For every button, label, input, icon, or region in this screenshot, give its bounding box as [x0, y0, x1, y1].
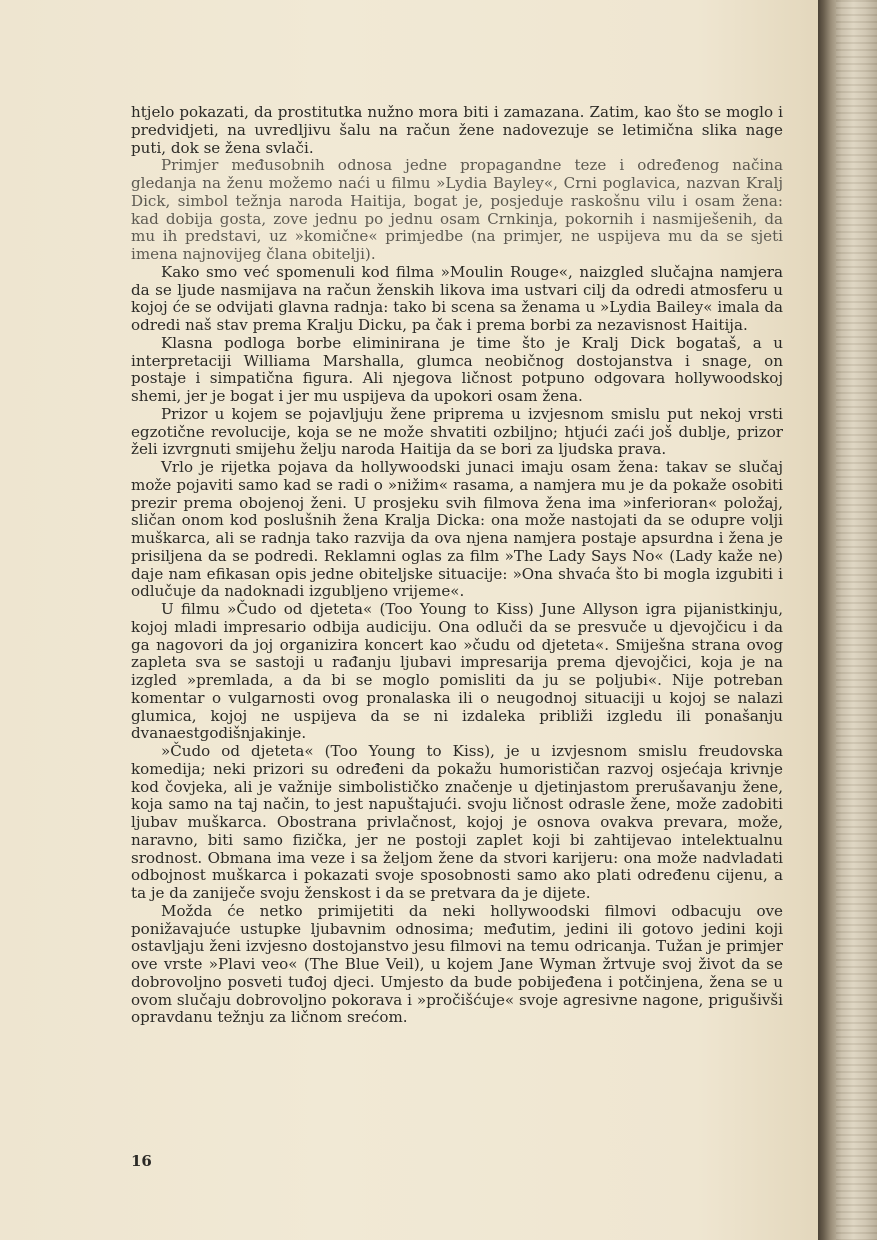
- paragraph: Možda će netko primijetiti da neki hollywoodski filmovi odbacuju ove ponižavajuće ustupke ljubavnim odnosima; međutim, jedini ili gotovo jedini koji ostavljaju ženi izvjesno dostojanstvo jesu filmovi na temu odricanja. Tužan je primjer ove vrste »Plavi veo« (The Blue Veil), u kojem Jane Wyman žrtvuje svoj život da se dobrovoljno posveti tuđoj djeci. Umjesto da bude pobijeđena i potčinjena, žena se u ovom slučaju dobrovoljno pokorava i »pročišćuje« svoje agresivne nagone, prigušivši opravdanu težnju za ličnom srećom.: [131, 901, 783, 1027]
- paragraph: Prizor u kojem se pojavljuju žene priprema u izvjesnom smislu put nekoj vrsti egzotične revolucije, koja se ne može shvatiti ozbiljno; htjući zaći još dublje, prizor želi izvrgnuti smijehu želju naroda Haitija da se bori za ljudska prava.: [131, 404, 783, 459]
- paragraph: U filmu »Čudo od djeteta« (Too Young to Kiss) June Allyson igra pijanistkinju, kojoj mladi impresario odbija audiciju. Ona odluči da se presvuče u djevojčicu i da ga nagovori da joj organizira koncert kao »čudu od djeteta«. Smiješna strana ovog zapleta sva se sastoji u rađanju ljubavi impresarija prema djevojčici, koja je na izgled »premlada, a da bi se moglo pomisliti da ju se poljubi«. Nije potreban komentar o vulgarnosti ovog pronalaska ili o neugodnoj situaciji u kojoj se nalazi glumica, kojoj ne uspijeva da se ni izdaleka približi izgledu ili ponašanju dvanaestgodišnjakinje.: [131, 600, 783, 743]
- page-number: 16: [131, 1152, 152, 1170]
- paragraph: htjelo pokazati, da prostitutka nužno mora biti i zamazana. Zatim, kao što se moglo i predvidjeti, na uvredljivu šalu na račun žene nadovezuje se letimična slika nage puti, dok se žena svlači.: [131, 103, 783, 157]
- book-binding: [818, 0, 877, 1240]
- paragraph: Klasna podloga borbe eliminirana je time što je Kralj Dick bogataš, a u interpretaciji Williama Marshalla, glumca neobičnog dostojanstva i snage, on postaje i simpatična figura. Ali njegova ličnost potpuno odgovara hollywoodskoj shemi, jer je bogat i jer mu uspijeva da upokori osam žena.: [131, 333, 783, 405]
- paragraph: Kako smo već spomenuli kod filma »Moulin Rouge«, naizgled slučajna namjera da se ljude nasmijava na račun ženskih likova ima ustvari cilj da odredi atmosferu u kojoj će se odvijati glavna radnja: tako bi scena sa ženama u »Lydia Bailey« imala da odredi naš stav prema Kralju Dicku, pa čak i prema borbi za nezavisnost Haitija.: [131, 262, 783, 334]
- paragraph: »Čudo od djeteta« (Too Young to Kiss), je u izvjesnom smislu freudovska komedija; neki prizori su određeni da pokažu humorističan razvoj osjećaja krivnje kod čovjeka, ali je važnije simbolističko značenje u djetinjastom prerušavanju žene, koja samo na taj način, to jest napuštajući. svoju ličnost odrasle žene, može zadobiti ljubav muškarca. Obostrana privlačnost, kojoj je osnova ovakva prevara, može, naravno, biti samo fizička, jer ne postoji zaplet koji bi zahtijevao intelektualnu srodnost. Obmana ima veze i sa željom žene da stvori karijeru: ona može nadvladati odbojnost muškarca i pokazati svoje sposobnosti samo ako plati određenu cijenu, a ta je da zaniječe svoju ženskost i da se pretvara da je dijete.: [131, 742, 783, 902]
- body-text: [131, 104, 783, 1027]
- paragraph: Primjer međusobnih odnosa jedne propagandne teze i određenog načina gledanja na ženu možemo naći u filmu »Lydia Bayley«, Crni poglavica, nazvan Kralj Dick, simbol težnja naroda Haitija, bogat je, posjeduje raskošnu vilu i osam žena: kad dobija gosta, zove jednu po jednu osam Crnkinja, pokornih i nasmiješenih, da mu ih predstavi, uz »komične« primjedbe (na primjer, ne uspijeva mu da se sjeti imena najnovijeg člana obitelji).: [131, 156, 783, 263]
- paragraph: Vrlo je rijetka pojava da hollywoodski junaci imaju osam žena: takav se slučaj može pojaviti samo kad se radi o »nižim« rasama, a namjera mu je da pokaže osobiti prezir prema obojenoj ženi. U prosjeku svih filmova žena ima »inferioran« položaj, sličan onom kod poslušnih žena Kralja Dicka: ona može nastojati da se odupre volji muškarca, ali se radnja tako razvija da ova njena namjera postaje apsurdna i žena je prisiljena da se podredi. Reklamni oglas za film »The Lady Says No« (Lady kaže ne) daje nam efikasan opis jedne obiteljske situacije: »Ona shvaća što bi mogla izgubiti i odlučuje da nadoknadi izgubljeno vrijeme«.: [131, 458, 783, 601]
